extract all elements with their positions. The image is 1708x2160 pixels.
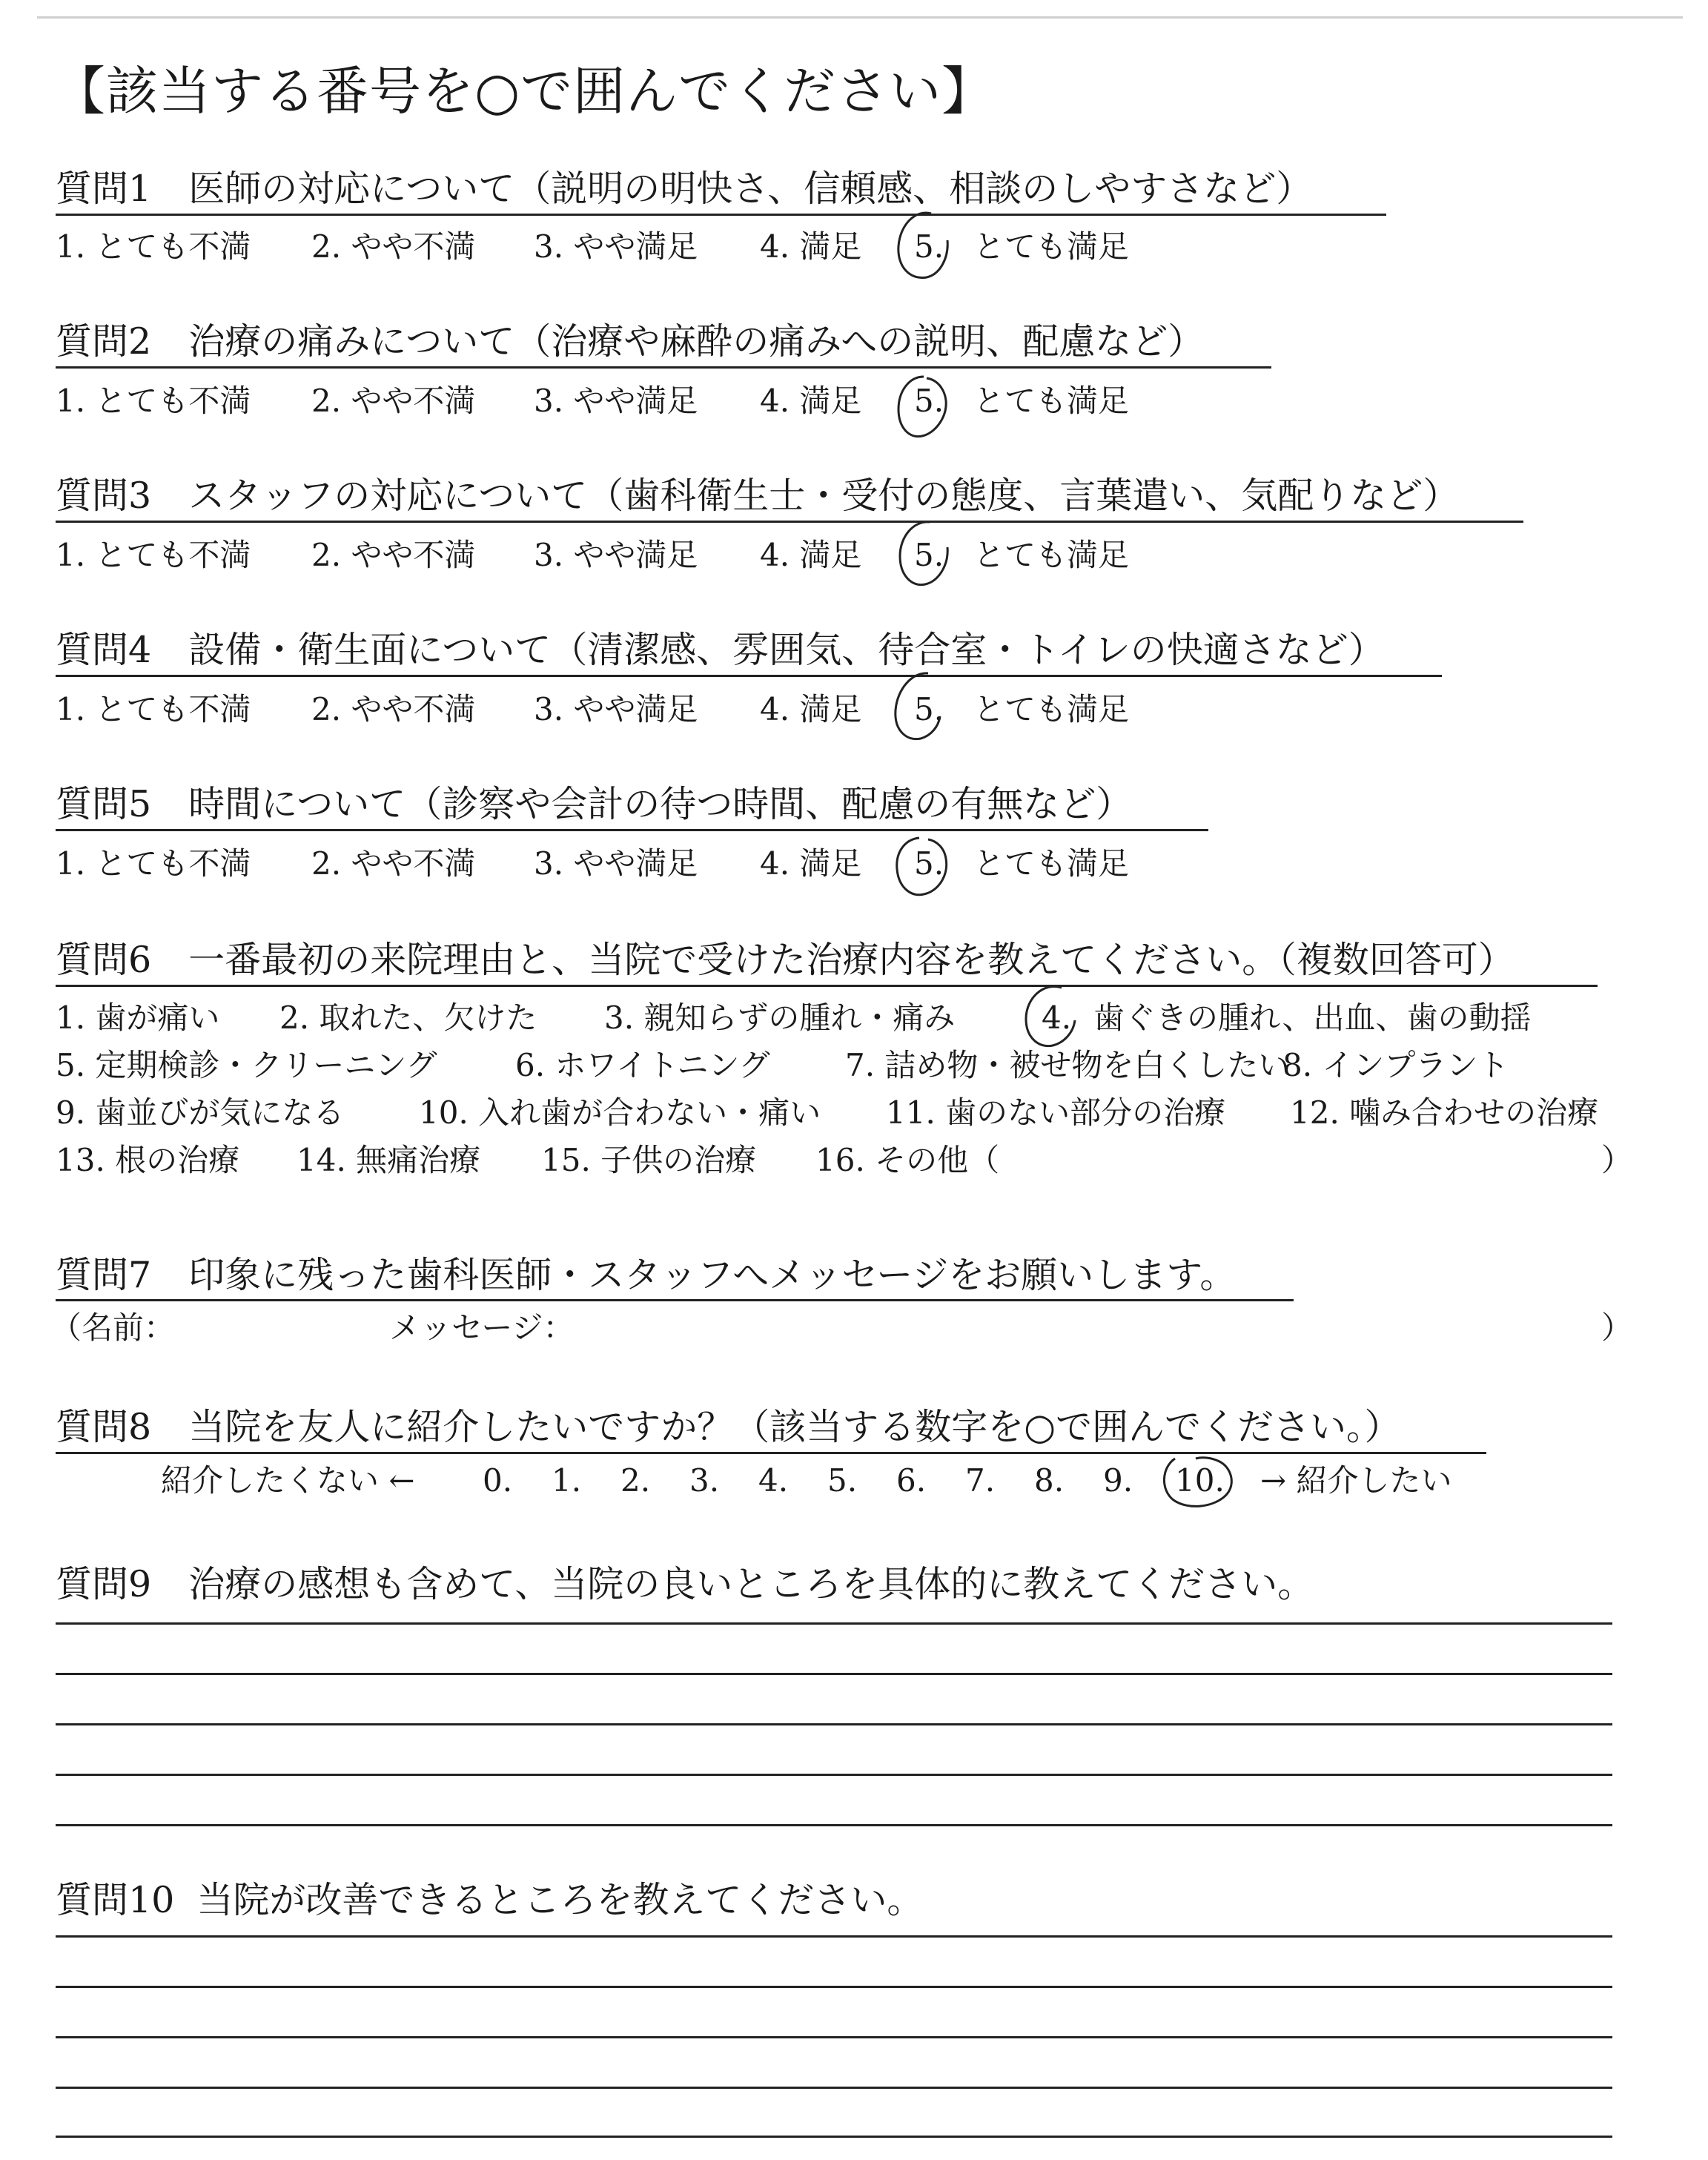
- q10-writing-line[interactable]: [56, 1935, 1612, 1938]
- q8-selection-circle: [1153, 1442, 1249, 1516]
- q6-selection-circle: [1010, 976, 1091, 1057]
- q9-writing-line[interactable]: [56, 1673, 1612, 1675]
- q2-option-4[interactable]: 4. 満足: [760, 383, 862, 419]
- q4-selection-circle: [884, 667, 955, 749]
- q6-option-13[interactable]: 13. 根の治療: [56, 1142, 240, 1178]
- q5-option-5[interactable]: 5.: [914, 845, 944, 882]
- question-7-number: 質問7: [56, 1254, 152, 1296]
- q10-writing-line[interactable]: [56, 2036, 1612, 2038]
- question-8-text: 当院を友人に紹介したいですか？（該当する数字を○で囲んでください。）: [188, 1406, 1401, 1448]
- q7-name-label: （名前：: [50, 1309, 176, 1346]
- question-6-text: 一番最初の来院理由と、当院で受けた治療内容を教えてください。（複数回答可）: [188, 939, 1515, 981]
- q7-close-paren: ）: [1601, 1309, 1633, 1346]
- q3-option-2[interactable]: 2. やや不満: [311, 537, 476, 573]
- q6-option-9[interactable]: 9. 歯並びが気になる: [56, 1094, 345, 1131]
- question-5-number: 質問5: [56, 783, 152, 825]
- q8-scale-7[interactable]: 7.: [965, 1462, 996, 1499]
- q8-scale-5[interactable]: 5.: [827, 1462, 858, 1499]
- question-2-text: 治療の痛みについて（治療や麻酔の痛みへの説明、配慮など）: [188, 320, 1205, 363]
- question-2: [56, 320, 1205, 363]
- question-7: [56, 1254, 1237, 1296]
- question-4-number: 質問4: [56, 629, 152, 671]
- question-1-underline: [56, 214, 1386, 216]
- q4-option-4[interactable]: 4. 満足: [760, 691, 862, 727]
- q2-option-3[interactable]: 3. やや満足: [534, 383, 698, 419]
- q10-writing-line[interactable]: [56, 2087, 1612, 2089]
- q10-writing-line[interactable]: [56, 1986, 1612, 1988]
- q6-option-16-close: ）: [1601, 1142, 1633, 1178]
- q8-right-label: → 紹介したい: [1260, 1462, 1452, 1499]
- question-4-underline: [56, 675, 1442, 677]
- q8-scale-1[interactable]: 1.: [552, 1462, 582, 1499]
- q1-option-5[interactable]: 5.: [914, 228, 944, 265]
- q2-option-5-label: とても満足: [973, 383, 1130, 419]
- q9-writing-line[interactable]: [56, 1824, 1612, 1826]
- question-9-number: 質問9: [56, 1563, 152, 1605]
- question-8-underline: [56, 1452, 1486, 1454]
- q6-option-14[interactable]: 14. 無痛治療: [297, 1142, 481, 1178]
- q6-option-4[interactable]: 4.: [1042, 1000, 1072, 1036]
- q4-option-2[interactable]: 2. やや不満: [311, 691, 476, 727]
- q7-message-label: メッセージ：: [389, 1309, 575, 1346]
- q2-option-5[interactable]: 5.: [914, 383, 944, 419]
- q6-option-3[interactable]: 3. 親知らずの腫れ・痛み: [604, 1000, 956, 1036]
- question-1-number: 質問1: [56, 168, 152, 210]
- q4-option-1[interactable]: 1. とても不満: [56, 691, 251, 727]
- q8-scale-3[interactable]: 3.: [689, 1462, 720, 1499]
- q6-option-10[interactable]: 10. 入れ歯が合わない・痛い: [419, 1094, 821, 1131]
- q6-option-11[interactable]: 11. 歯のない部分の治療: [886, 1094, 1226, 1131]
- q2-selection-circle: [888, 371, 959, 445]
- question-6-number: 質問6: [56, 939, 152, 981]
- q3-option-4[interactable]: 4. 満足: [760, 537, 862, 573]
- q1-option-2[interactable]: 2. やや不満: [311, 228, 476, 265]
- q2-option-1[interactable]: 1. とても不満: [56, 383, 251, 419]
- question-7-text: 印象に残った歯科医師・スタッフへメッセージをお願いします。: [188, 1254, 1237, 1296]
- q6-option-4-label: 歯ぐきの腫れ、出血、歯の動揺: [1093, 1000, 1532, 1036]
- form-heading: 【該当する番号を○で囲んでください】: [53, 61, 995, 122]
- q6-option-8[interactable]: 8. インプラント: [1282, 1047, 1509, 1083]
- q6-option-12[interactable]: 12. 噛み合わせの治療: [1290, 1094, 1599, 1131]
- q3-option-1[interactable]: 1. とても不満: [56, 537, 251, 573]
- q5-option-4[interactable]: 4. 満足: [760, 845, 862, 882]
- q5-option-3[interactable]: 3. やや満足: [534, 845, 698, 882]
- q6-option-1[interactable]: 1. 歯が痛い: [56, 1000, 220, 1036]
- question-3-number: 質問3: [56, 475, 152, 517]
- q5-selection-circle: [885, 830, 959, 905]
- q1-option-5-label: とても満足: [973, 228, 1130, 265]
- question-9-text: 治療の感想も含めて、当院の良いところを具体的に教えてください。: [188, 1563, 1314, 1605]
- q8-scale-6[interactable]: 6.: [896, 1462, 927, 1499]
- q9-writing-line[interactable]: [56, 1723, 1612, 1725]
- q5-option-1[interactable]: 1. とても不満: [56, 845, 251, 882]
- q4-option-5[interactable]: 5.: [914, 691, 944, 727]
- q9-writing-line[interactable]: [56, 1622, 1612, 1625]
- question-1-text: 医師の対応について（説明の明快さ、信頼感、相談のしやすさなど）: [188, 168, 1313, 210]
- question-5-text: 時間について（診察や会計の待つ時間、配慮の有無など）: [188, 783, 1133, 825]
- question-4-text: 設備・衛生面について（清潔感、雰囲気、待合室・トイレの快適さなど）: [188, 629, 1385, 671]
- q8-scale-10[interactable]: 10.: [1175, 1462, 1225, 1499]
- question-4: [56, 629, 1385, 671]
- q1-option-3[interactable]: 3. やや満足: [534, 228, 698, 265]
- q5-option-5-label: とても満足: [973, 845, 1130, 882]
- question-6: [56, 939, 1515, 981]
- scan-top-edge: [37, 16, 1683, 19]
- q3-option-5[interactable]: 5.: [914, 537, 944, 573]
- question-2-underline: [56, 366, 1271, 369]
- q8-scale-8[interactable]: 8.: [1034, 1462, 1065, 1499]
- question-3-underline: [56, 521, 1523, 523]
- q6-option-2[interactable]: 2. 取れた、欠けた: [279, 1000, 537, 1036]
- q8-scale-2[interactable]: 2.: [620, 1462, 651, 1499]
- question-10-number: 質問10: [56, 1879, 175, 1921]
- question-10-text: 当院が改善できるところを教えてください。: [196, 1879, 924, 1921]
- question-10: [56, 1879, 924, 1921]
- q6-option-5[interactable]: 5. 定期検診・クリーニング: [56, 1047, 437, 1083]
- q6-option-16[interactable]: 16. その他（: [815, 1142, 1000, 1178]
- q4-option-3[interactable]: 3. やや満足: [534, 691, 698, 727]
- question-7-underline: [56, 1299, 1294, 1301]
- question-8: [56, 1406, 1401, 1448]
- q6-option-7[interactable]: 7. 詰め物・被せ物を白くしたい: [845, 1047, 1290, 1083]
- q10-writing-line[interactable]: [56, 2136, 1612, 2138]
- q1-option-1[interactable]: 1. とても不満: [56, 228, 251, 265]
- q8-scale-0[interactable]: 0.: [483, 1462, 513, 1499]
- q2-option-2[interactable]: 2. やや不満: [311, 383, 476, 419]
- question-5: [56, 783, 1133, 825]
- q4-option-5-label: とても満足: [973, 691, 1130, 727]
- q5-option-2[interactable]: 2. やや不満: [311, 845, 476, 882]
- question-3-text: スタッフの対応について（歯科衛生士・受付の態度、言葉遣い、気配りなど）: [188, 475, 1460, 517]
- q3-option-5-label: とても満足: [973, 537, 1130, 573]
- question-9: [56, 1563, 1314, 1605]
- q1-option-4[interactable]: 4. 満足: [760, 228, 862, 265]
- q6-option-15[interactable]: 15. 子供の治療: [541, 1142, 757, 1178]
- question-3: [56, 475, 1460, 517]
- question-8-number: 質問8: [56, 1406, 152, 1448]
- q3-selection-circle: [888, 515, 959, 596]
- q8-scale-4[interactable]: 4.: [758, 1462, 789, 1499]
- question-1: [56, 168, 1313, 210]
- q9-writing-line[interactable]: [56, 1774, 1612, 1776]
- question-2-number: 質問2: [56, 320, 152, 363]
- q6-option-6[interactable]: 6. ホワイトニング: [515, 1047, 770, 1083]
- q3-option-3[interactable]: 3. やや満足: [534, 537, 698, 573]
- question-6-underline: [56, 985, 1598, 987]
- question-5-underline: [56, 829, 1208, 831]
- q8-scale-9[interactable]: 9.: [1103, 1462, 1133, 1499]
- q1-selection-circle: [888, 205, 959, 294]
- q8-left-label: 紹介したくない ←: [161, 1462, 415, 1499]
